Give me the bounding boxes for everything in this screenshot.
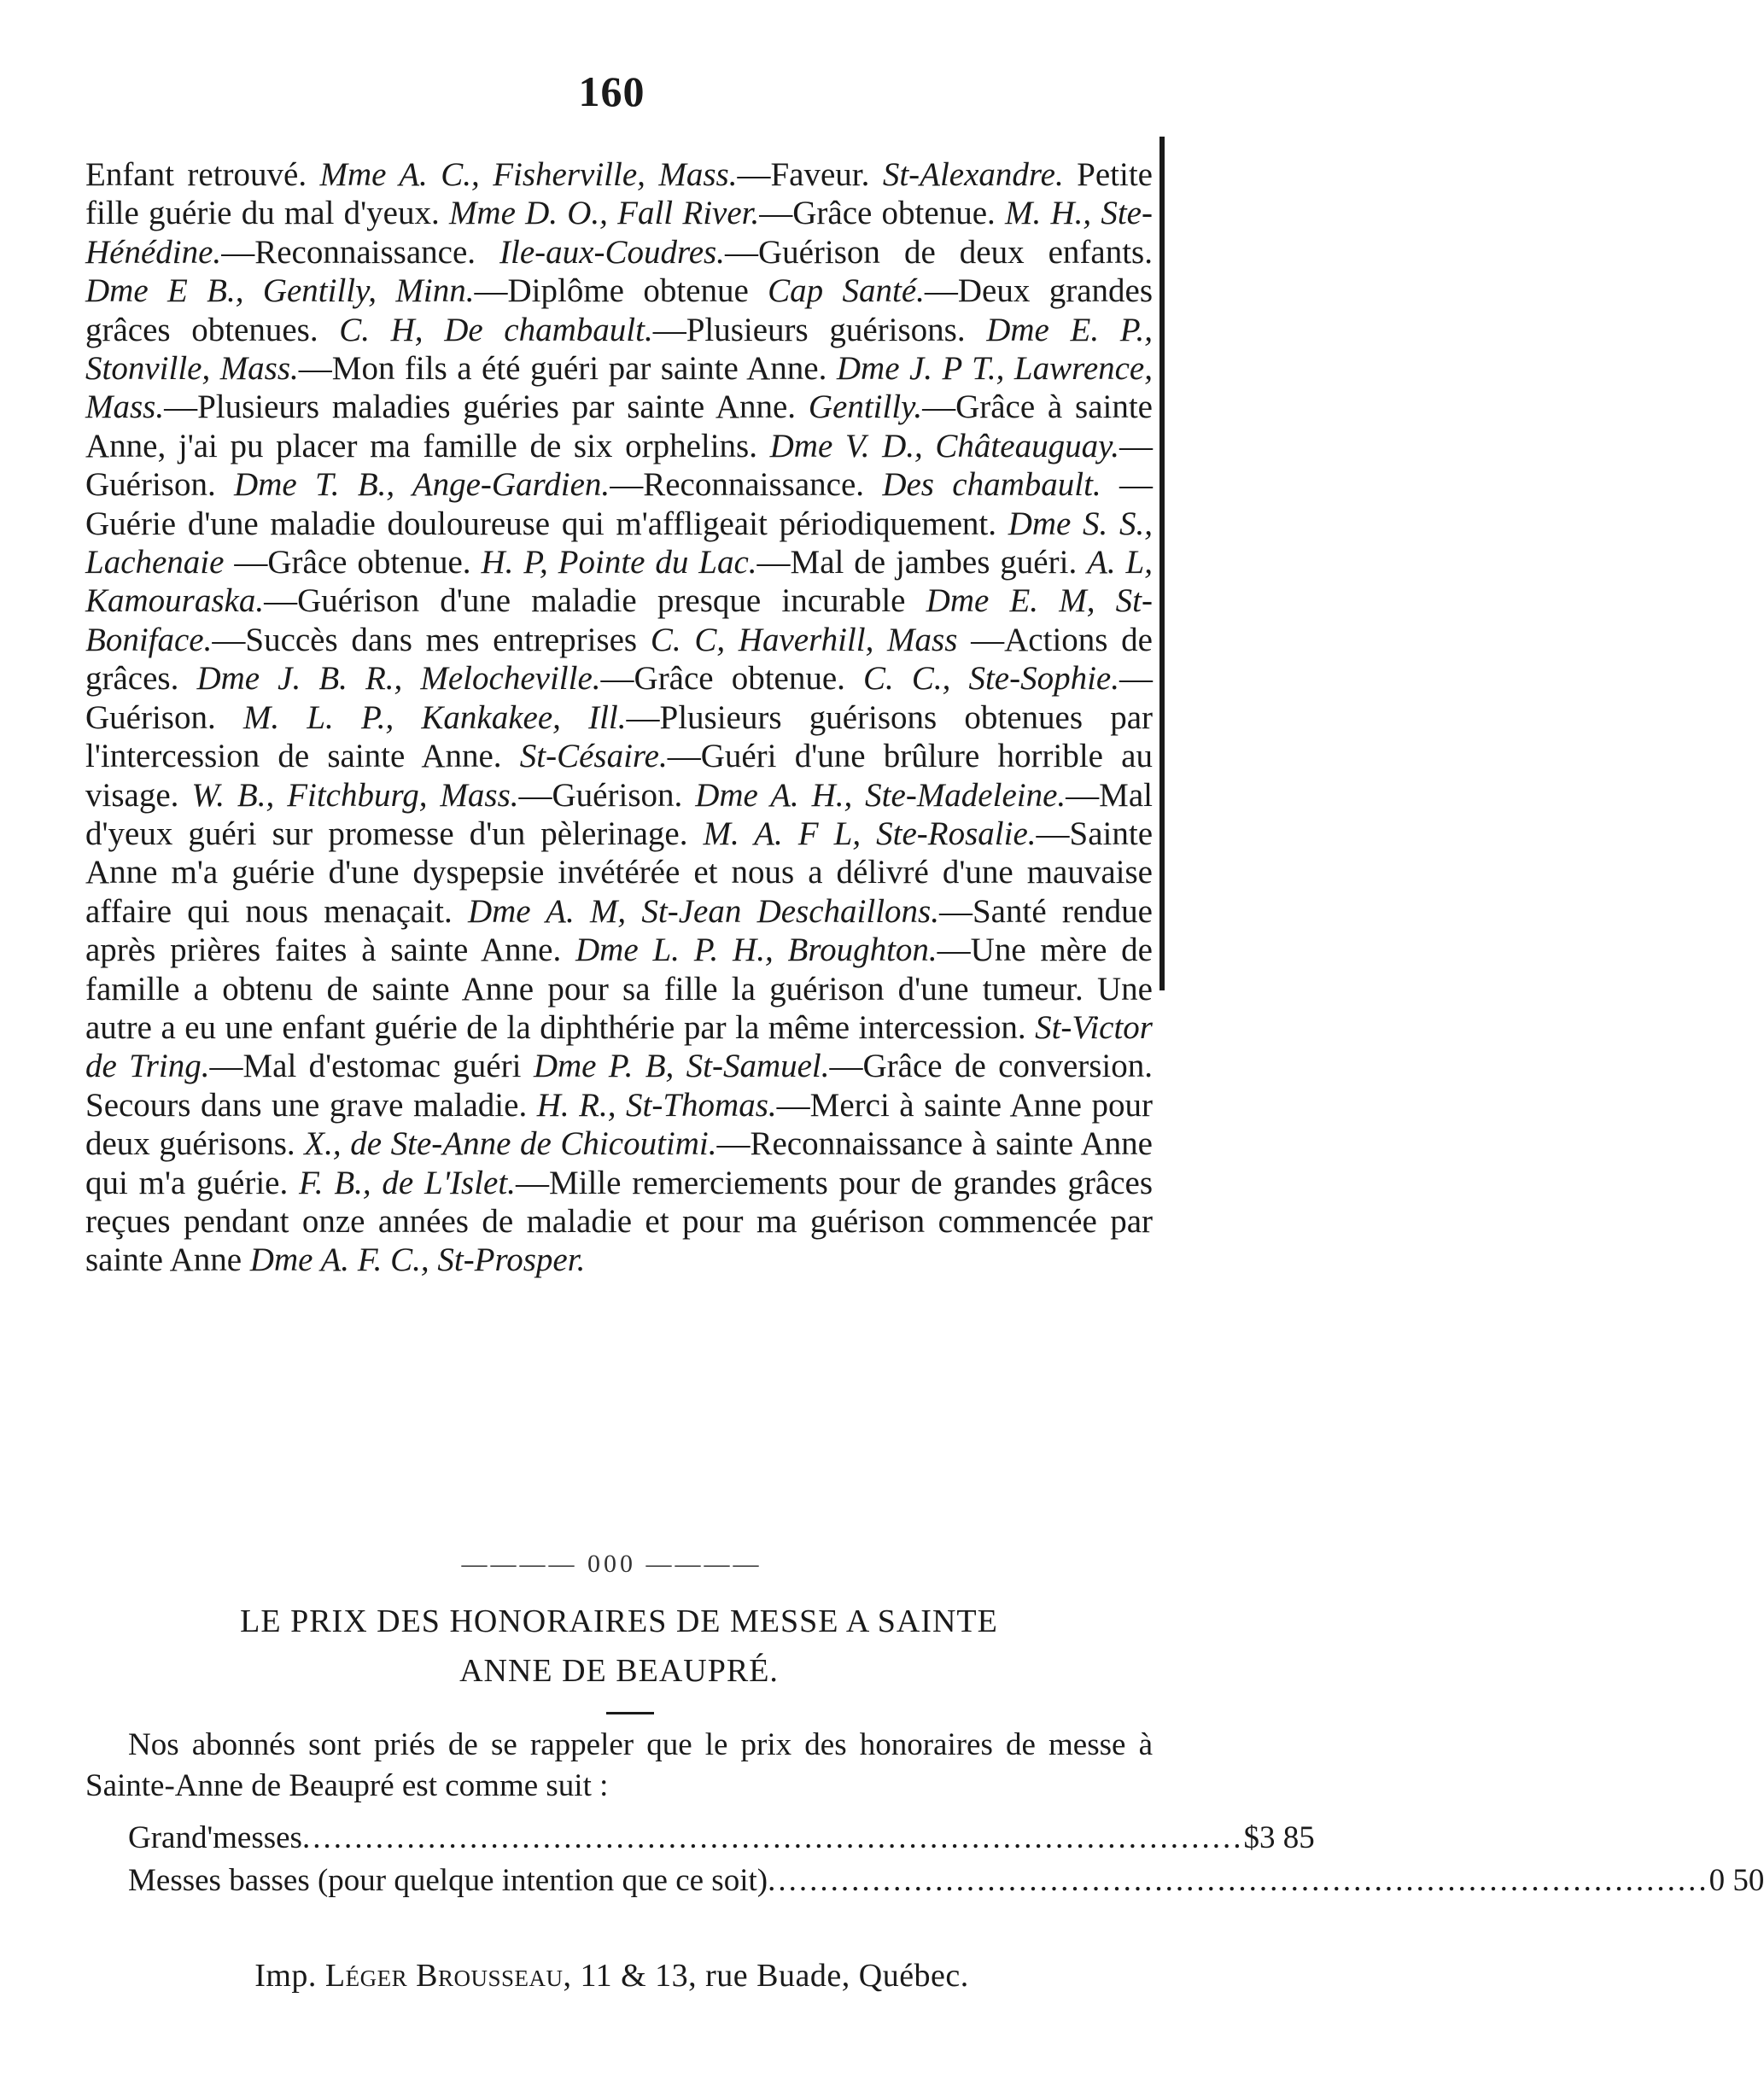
reference-italic: Dme V. D., Châteauguay.: [769, 427, 1119, 464]
reference-italic: M. L. P., Kankakee, Ill.: [242, 698, 627, 736]
price-amount: $3 85: [1243, 1820, 1315, 1855]
section-title-line-2: ANNE DE BEAUPRÉ.: [459, 1653, 779, 1689]
reference-italic: C. C, Haverhill, Mass: [650, 621, 958, 658]
reference-italic: H. R., St-Thomas.: [536, 1086, 777, 1124]
testimonial-text: —Grâce obtenue.: [759, 195, 1005, 232]
testimonial-text: —Une mère de famille a obtenu de sainte Anne pour sa fille la guérison d'une tumeur. Une autre a eu une enfant guérie de la diphthérie par la même intercession.: [85, 932, 1153, 1046]
testimonial-text: —Guérison d'une maladie presque incurable: [264, 582, 926, 620]
price-amount: 0 50: [1709, 1863, 1764, 1898]
reference-italic: C. H, De chambault.: [339, 311, 653, 348]
reference-italic: Dme S. S., Lachenaie: [85, 505, 1154, 581]
printer-imprint: [0, 1957, 1224, 1995]
reference-italic: C. C., Ste-Sophie.: [863, 660, 1119, 698]
reference-italic: Dme T. B., Ange-Gardien.: [234, 466, 610, 504]
reference-italic: A. L, Kamouraska.: [85, 544, 1153, 620]
testimonial-text: —Reconnaissance à sainte Anne qui m'a guérie.: [85, 1125, 1153, 1201]
testimonial-text: — Guérie d'une maladie douloureuse qui m'affligeait périodiquement.: [85, 466, 1153, 542]
reference-italic: St-Alexandre.: [882, 156, 1064, 193]
testimonial-text: —Plusieurs guérisons obtenues par l'intercession de sainte Anne.: [85, 698, 1153, 775]
testimonial-text: —Grâce obtenue.: [224, 544, 482, 581]
price-list: [128, 1817, 1764, 1902]
testimonial-text: —Guérison.: [518, 776, 696, 814]
testimonial-text: —Sainte Anne m'a guérie d'une dyspepsie invétérée et nous a délivré d'une mauvaise affaire qui nous menaçait.: [85, 815, 1154, 930]
intro-paragraph: Nos abonnés sont priés de se rappeler que le prix des honoraires de messe à Sainte-Anne de Beaupré est comme suit :: [85, 1727, 1153, 1803]
reference-italic: M. A. F L, Ste-Rosalie.: [703, 815, 1037, 852]
section-ornament: ———— 000 ————: [461, 1550, 762, 1578]
testimonial-text: Enfant retrouvé.: [85, 156, 320, 193]
reference-italic: Dme E B., Gentilly, Minn.: [85, 272, 475, 310]
testimonial-text: —Reconnaissance.: [221, 233, 500, 271]
price-row-messes-basses: [128, 1860, 1764, 1902]
reference-italic: Gentilly.: [808, 388, 923, 426]
testimonial-text: —Faveur.: [737, 156, 883, 193]
price-label: Grand'messes: [128, 1820, 302, 1855]
testimonial-text: —Grâce de conversion. Secours dans une grave maladie.: [85, 1048, 1154, 1124]
section-title-line-1: LE PRIX DES HONORAIRES DE MESSE A SAINTE: [240, 1603, 998, 1639]
testimonial-text: —Santé rendue après prières faites à sainte Anne.: [85, 892, 1153, 969]
testimonial-text: —Plusieurs guérisons.: [652, 311, 987, 348]
imprint-address: , 11 & 13, rue Buade, Québec.: [563, 1958, 969, 1994]
testimonial-text: —Mille remerciements pour de grandes grâces reçues pendant onze années de maladie et pour ma guérison commencée par sainte Anne: [85, 1164, 1154, 1279]
reference-italic: Dme E. M, St-Boniface.: [85, 582, 1153, 658]
reference-italic: Dme L. P. H., Broughton.: [575, 932, 937, 969]
testimonial-text: —Reconnaissance.: [610, 466, 883, 504]
price-row-grand-messes: [128, 1817, 1315, 1860]
title-rule: [606, 1712, 654, 1714]
leader-dots: ..........................................................................................: [301, 1820, 1244, 1855]
reference-italic: Dme J. P T., Lawrence, Mass.: [85, 350, 1153, 426]
reference-italic: F. B., de L'Islet.: [299, 1164, 516, 1201]
testimonial-text: Petite fille guérie du mal d'yeux.: [85, 156, 1153, 232]
reference-italic: Mme A. C., Fisherville, Mass.: [319, 156, 738, 193]
reference-italic: St-Césaire.: [519, 738, 668, 775]
testimonial-text: —Mal d'yeux guéri sur promesse d'un pèlerinage.: [85, 776, 1153, 852]
reference-italic: Dme A. F. C., St-Prosper.: [249, 1241, 586, 1279]
reference-italic: H. P, Pointe du Lac.: [481, 544, 757, 581]
testimonial-text: —Grâce à sainte Anne, j'ai pu placer ma famille de six orphelins.: [85, 388, 1153, 464]
price-label: Messes basses (pour quelque intention que ce soit): [128, 1863, 768, 1898]
testimonial-text: —Succès dans mes entreprises: [212, 621, 651, 658]
section-title: [85, 1597, 1153, 1696]
reference-italic: Dme J. B. R., Melocheville.: [196, 660, 601, 698]
testimonial-text: —Mon fils a été guéri par sainte Anne.: [298, 350, 837, 388]
imprint-prefix: Imp.: [254, 1958, 325, 1994]
testimonial-text: —Diplôme obtenue: [474, 272, 768, 310]
reference-italic: Ile-aux-Coudres.: [499, 233, 725, 271]
reference-italic: Dme E. P., Stonville, Mass.: [85, 311, 1153, 388]
reference-italic: Dme A. M, St-Jean Deschaillons.: [467, 892, 939, 930]
reference-italic: Cap Santé.: [768, 272, 925, 310]
testimonial-text: —Guérison.: [85, 427, 1153, 504]
reference-italic: X., de Ste-Anne de Chicoutimi.: [304, 1125, 717, 1163]
testimonial-text: —Guérison de deux enfants.: [724, 233, 1153, 271]
page-number: 160: [578, 67, 645, 115]
reference-italic: Dme P. B, St-Samuel.: [533, 1048, 830, 1085]
testimonial-text: —Guérison.: [85, 660, 1153, 736]
reference-italic: Des chambault.: [882, 466, 1101, 504]
testimonials-paragraph: [85, 155, 1153, 1280]
reference-italic: M. H., Ste-Hénédine.: [85, 195, 1153, 271]
testimonial-text: —Actions de grâces.: [85, 621, 1153, 698]
reference-italic: St-Victor de Tring.: [85, 1008, 1153, 1085]
reference-italic: Dme A. H., Ste-Madeleine.: [695, 776, 1066, 814]
testimonial-text: —Mal de jambes guéri.: [756, 544, 1088, 581]
testimonial-text: —Grâce obtenue.: [600, 660, 863, 698]
margin-rule: [1159, 137, 1165, 990]
leader-dots: ..........................................................................................: [768, 1863, 1709, 1898]
reference-italic: Mme D. O., Fall River.: [448, 195, 760, 232]
reference-italic: W. B., Fitchburg, Mass.: [191, 776, 519, 814]
printer-name: Léger Brousseau: [324, 1958, 564, 1994]
paragraph-text: [85, 155, 1153, 1280]
testimonial-text: —Plusieurs maladies guéries par sainte Anne.: [164, 388, 809, 426]
testimonial-text: —Guéri d'une brûlure horrible au visage.: [85, 738, 1153, 814]
testimonial-text: —Mal d'estomac guéri: [209, 1048, 534, 1085]
testimonial-text: —Deux grandes grâces obtenues.: [85, 272, 1153, 348]
testimonial-text: —Merci à sainte Anne pour deux guérisons.: [85, 1086, 1153, 1163]
